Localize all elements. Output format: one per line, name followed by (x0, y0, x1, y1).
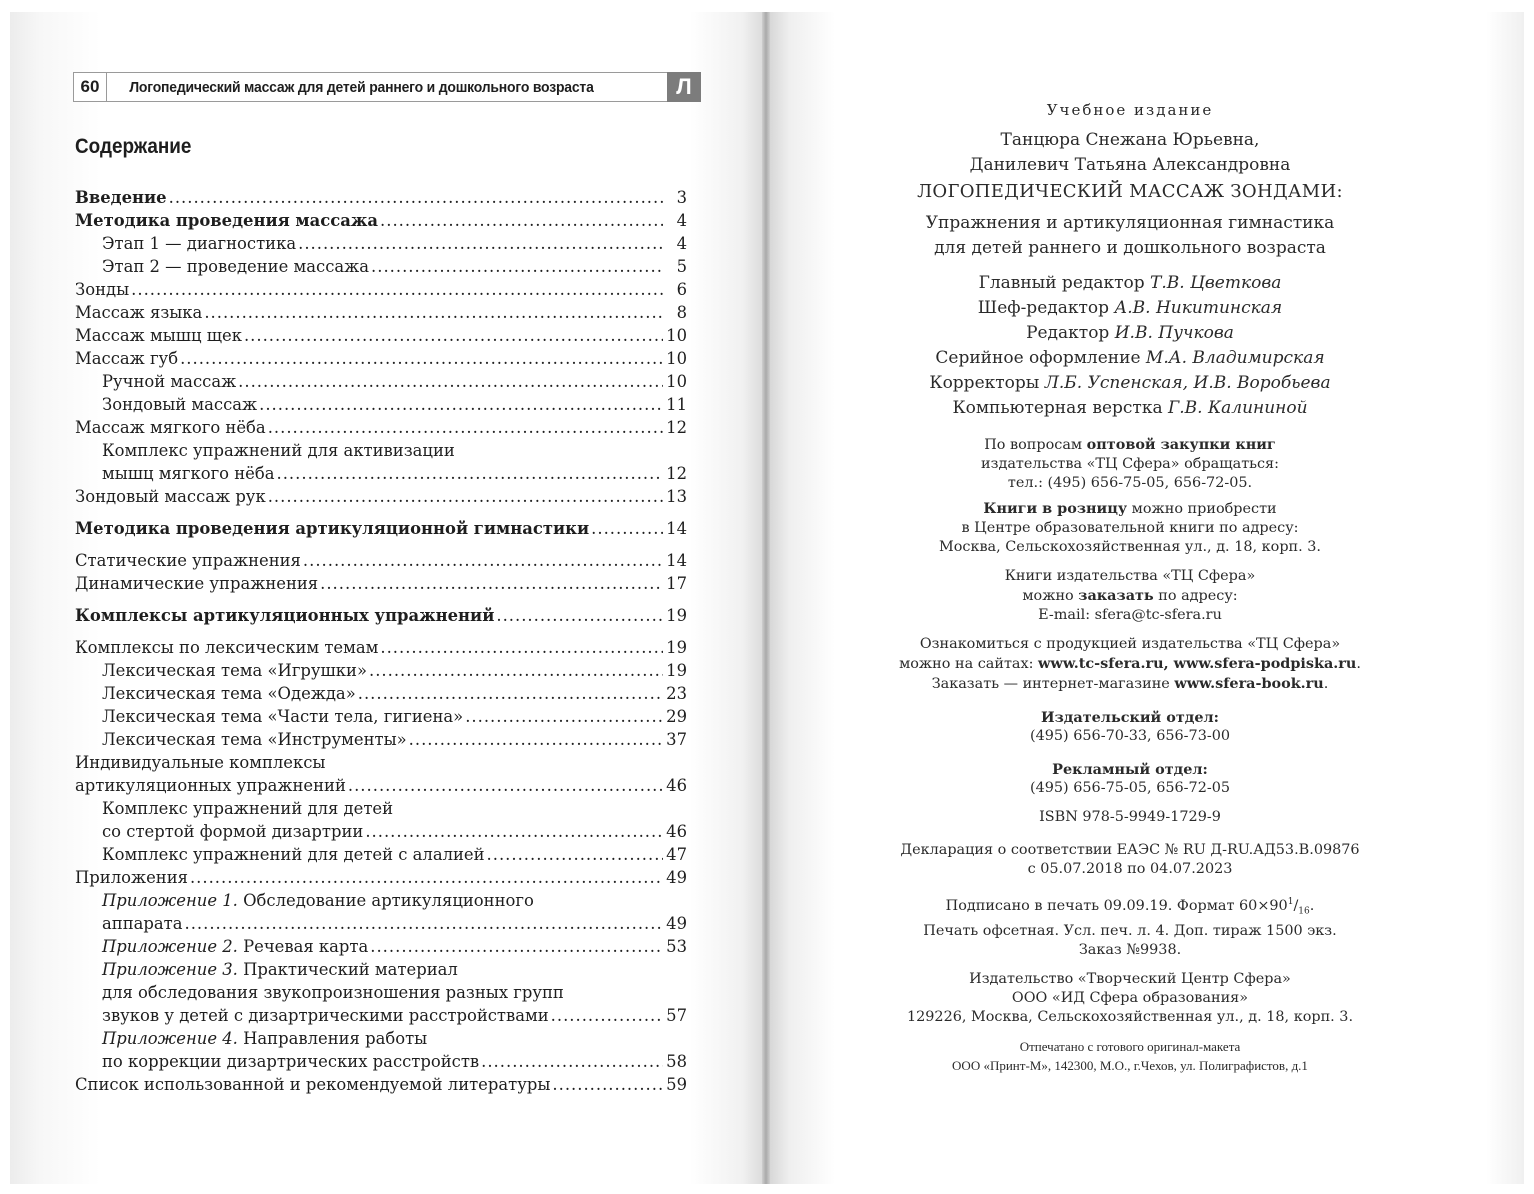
staff-role: Главный редактор (978, 273, 1145, 293)
toc-entry-label: Приложение 3. (102, 960, 238, 979)
staff-line (820, 371, 1440, 396)
web-line-1: Ознакомиться с продукцией издательства «ТЦ Сфера» (919, 636, 1341, 652)
toc-entry-page: 13 (666, 487, 687, 506)
toc-entry (75, 1027, 687, 1050)
imprint-block (820, 98, 1440, 1075)
toc-entry-text: Введение (75, 188, 167, 207)
toc-entry-text: Комплексы артикуляционных упражнений (75, 606, 495, 625)
toc-leader (185, 912, 664, 935)
toc-entry (75, 232, 687, 255)
toc-entry-text: Лексическая тема «Игрушки» (102, 661, 367, 680)
toc-leader (365, 820, 663, 843)
toc-entry-text (102, 958, 458, 981)
staff-line (820, 396, 1440, 421)
toc-leader (551, 1004, 663, 1027)
toc-leader (244, 324, 663, 347)
toc-entry-page: 10 (666, 372, 687, 391)
toc-entry-text: Методика проведения артикуляционной гимнастики (75, 519, 590, 538)
toc-entry-text: Лексическая тема «Инструменты» (102, 730, 407, 749)
toc-entry-text (102, 935, 368, 958)
toc-entry (75, 912, 687, 935)
toc-entry-text: со стертой формой дизартрии (102, 822, 364, 841)
toc-entry-page: 19 (666, 638, 687, 657)
toc-entry-page: 10 (666, 326, 687, 345)
toc-leader (370, 935, 663, 958)
wholesale-emphasis: оптовой закупки книг (1086, 436, 1276, 453)
toc-entry-text: Массаж губ (75, 349, 179, 368)
toc-leader (481, 1050, 663, 1073)
toc-entry-text: Комплекс упражнений для детей (102, 799, 394, 818)
staff-list (820, 271, 1440, 421)
print-line-1 (820, 893, 1440, 922)
toc-entry (75, 604, 687, 627)
toc-entry (75, 278, 687, 301)
toc-leader (552, 1073, 663, 1096)
publisher-line-2: ООО «ИД Сфера образования» (1011, 989, 1249, 1006)
declaration (820, 841, 1440, 879)
publisher-address: 129226, Москва, Сельскохозяйственная ул., д. 18, корп. 3. (906, 1008, 1354, 1025)
toc-entry-text: для обследования звукопроизношения разных групп (102, 983, 564, 1002)
web-text: . (1356, 656, 1361, 672)
toc-entry-text: Лексическая тема «Части тела, гигиена» (102, 707, 464, 726)
print-details (820, 893, 1440, 960)
web-info (820, 635, 1440, 694)
toc-entry (75, 370, 687, 393)
toc-entry-text: Список использованной и рекомендуемой литературы (75, 1075, 551, 1094)
toc-entry-page: 53 (666, 937, 687, 956)
toc-entry-text: Этап 2 — проведение массажа (102, 257, 370, 276)
toc-entry-label: Приложение 2. (102, 937, 238, 956)
declaration-line-1: Декларация о соответствии ЕАЭС № RU Д-RU.АД53.В.09876 (900, 842, 1360, 858)
toc-entry-page: 57 (666, 1006, 687, 1025)
toc-entry-text: Лексическая тема «Одежда» (102, 684, 356, 703)
toc-entry-page: 12 (666, 418, 687, 437)
staff-line (820, 346, 1440, 371)
toc-entry-text: Методика проведения массажа (75, 211, 379, 230)
order-emphasis: заказать (1078, 587, 1154, 604)
author-2: Данилевич Татьяна Александровна (969, 155, 1291, 175)
ad-dept-phones: (495) 656-75-05, 656-72-05 (1029, 780, 1231, 796)
web-sites: www.tc-sfera.ru, www.sfera-podpiska.ru (1038, 655, 1357, 672)
staff-line (820, 296, 1440, 321)
page-number: 60 (74, 73, 107, 101)
toc-entry (75, 981, 687, 1004)
print-line-3: Заказ №9938. (1078, 941, 1182, 958)
format-denominator: 16 (1298, 906, 1310, 917)
staff-line (820, 271, 1440, 296)
web-line-3 (820, 674, 1440, 694)
toc-entry-page: 19 (666, 661, 687, 680)
toc-entry-page: 14 (666, 519, 687, 538)
toc-leader (277, 462, 663, 485)
toc-entry-text: Ручной массаж (102, 372, 237, 391)
isbn: ISBN 978-5-9949-1729-9 (1039, 809, 1221, 825)
print-line-2: Печать офсетная. Усл. печ. л. 4. Доп. тираж 1500 экз. (923, 922, 1337, 939)
toc-entry (75, 347, 687, 370)
toc-leader (369, 659, 663, 682)
toc-entry-text: Комплексы по лексическим темам (75, 638, 379, 657)
format-numerator: 1 (1287, 897, 1294, 907)
toc-entry-page: 14 (666, 551, 687, 570)
publishing-dept-label: Издательский отдел: (1041, 709, 1219, 726)
toc-entry (75, 485, 687, 508)
toc-leader (465, 705, 663, 728)
toc-entry-text: Массаж мышц щек (75, 326, 242, 345)
publishing-dept (820, 708, 1440, 746)
ad-dept-label: Рекламный отдел: (1052, 761, 1208, 778)
toc-entry-text: Зондовый массаж рук (75, 487, 266, 506)
staff-name: Г.В. Калининой (1168, 398, 1308, 418)
toc-entry-text (102, 1027, 427, 1050)
toc-leader (268, 485, 663, 508)
toc-entry-text: Зондовый массаж (102, 395, 258, 414)
book-title: ЛОГОПЕДИЧЕСКИЙ МАССАЖ ЗОНДАМИ: (917, 181, 1343, 202)
author-1: Танцюра Снежана Юрьевна, (1000, 130, 1260, 150)
wholesale-line-2: издательства «ТЦ Сфера» обращаться: (981, 456, 1279, 472)
toc-entry-text (102, 889, 534, 912)
toc-leader (131, 278, 663, 301)
toc-entry-page: 10 (666, 349, 687, 368)
running-header-title: Логопедический массаж для детей раннего и дошкольного возраста (129, 78, 594, 96)
toc-entry-page: 19 (666, 606, 687, 625)
toc-entry-text: по коррекции дизартрических расстройств (102, 1052, 480, 1071)
toc-entry-page: 29 (666, 707, 687, 726)
toc-leader (348, 774, 663, 797)
retail-emphasis: Книги в розницу (983, 500, 1128, 517)
toc-entry (75, 889, 687, 912)
toc-entry (75, 209, 687, 232)
print-format-end: . (1309, 897, 1315, 914)
toc-entry-label: Приложение 1. (102, 891, 238, 910)
staff-name: А.В. Никитинская (1114, 298, 1283, 318)
toc-entry-page: 49 (666, 914, 687, 933)
toc-entry-page: 4 (676, 211, 687, 230)
staff-role: Серийное оформление (935, 348, 1141, 368)
toc-entry (75, 462, 687, 485)
toc-entry-page: 59 (666, 1075, 687, 1094)
toc-entry (75, 682, 687, 705)
toc-entry (75, 935, 687, 958)
toc-entry (75, 1073, 687, 1096)
toc-entry (75, 549, 687, 572)
toc-entry (75, 751, 687, 774)
toc-leader (358, 682, 663, 705)
wholesale-phones: тел.: (495) 656-75-05, 656-72-05. (1007, 475, 1253, 491)
web-line-2 (820, 654, 1440, 674)
toc-leader (238, 370, 663, 393)
book-subtitle-1: Упражнения и артикуляционная гимнастика (925, 213, 1335, 233)
retail-info (820, 499, 1440, 557)
declaration-line-2: с 05.07.2018 по 04.07.2023 (1027, 861, 1233, 877)
toc-entry-page: 23 (666, 684, 687, 703)
toc-entry (75, 572, 687, 595)
toc-entry-text: Массаж мягкого нёба (75, 418, 266, 437)
staff-role: Шеф-редактор (977, 298, 1109, 318)
toc-entry-page: 46 (666, 776, 687, 795)
retail-address: Москва, Сельскохозяйственная ул., д. 18, корп. 3. (939, 539, 1321, 555)
toc-leader (298, 232, 663, 255)
printer-line-1: Отпечатано с готового оригинал-макета (1019, 1038, 1241, 1054)
staff-name: И.В. Пучкова (1114, 323, 1234, 343)
toc-entry (75, 958, 687, 981)
print-format: Подписано в печать 09.09.19. Формат 60×90 (945, 897, 1288, 914)
toc-leader (487, 843, 663, 866)
staff-name: Т.В. Цветкова (1150, 273, 1282, 293)
web-text: Заказать — интернет-магазине (931, 676, 1175, 692)
retail-text: можно приобрести (1127, 501, 1277, 517)
publishing-dept-phones: (495) 656-70-33, 656-73-00 (1029, 728, 1231, 744)
toc-leader (409, 728, 663, 751)
toc-entry (75, 797, 687, 820)
toc-entry (75, 393, 687, 416)
toc-entry-text: Приложения (75, 868, 188, 887)
order-line-2 (820, 586, 1440, 606)
retail-line-2: в Центре образовательной книги по адресу: (961, 520, 1299, 536)
wholesale-info (820, 435, 1440, 493)
order-info (820, 567, 1440, 625)
format-separator: / (1293, 897, 1299, 914)
toc-entry-page: 47 (666, 845, 687, 864)
toc-entry-text: артикуляционных упражнений (75, 776, 346, 795)
toc-entry-page: 6 (676, 280, 687, 299)
toc-entry (75, 820, 687, 843)
printer-line-2: ООО «Принт-М», 142300, М.О., г.Чехов, ул. Полиграфистов, д.1 (952, 1057, 1308, 1073)
toc-entry-page: 46 (666, 822, 687, 841)
toc-heading: Содержание (75, 135, 192, 158)
toc-entry-text: Комплекс упражнений для активизации (102, 441, 455, 460)
toc-entry-page: 11 (666, 395, 687, 414)
toc-leader (180, 347, 663, 370)
toc-entry-label: Приложение 4. (102, 1029, 238, 1048)
toc-entry-text: звуков у детей с дизартрическими расстройствами (102, 1006, 549, 1025)
staff-name: Л.Б. Успенская, И.В. Воробьева (1044, 373, 1331, 393)
toc-leader (380, 636, 663, 659)
toc-leader (380, 209, 663, 232)
toc-entry (75, 416, 687, 439)
toc-leader (303, 549, 663, 572)
toc-leader (320, 572, 663, 595)
toc-leader (190, 866, 663, 889)
toc-leader (259, 393, 663, 416)
section-tab: Л (667, 72, 701, 102)
toc-entry (75, 1004, 687, 1027)
toc-leader (496, 604, 663, 627)
ad-dept (820, 760, 1440, 798)
web-text: . (1323, 676, 1329, 692)
toc-entry (75, 186, 687, 209)
order-line-1: Книги издательства «ТЦ Сфера» (1004, 568, 1256, 584)
toc-entry (75, 1050, 687, 1073)
wholesale-text: По вопросам (984, 437, 1087, 453)
publisher-info (820, 970, 1440, 1027)
toc-entry (75, 728, 687, 751)
toc-entry-page: 17 (666, 574, 687, 593)
staff-name: М.А. Владимирская (1145, 348, 1325, 368)
toc-entry (75, 843, 687, 866)
toc-leader (591, 517, 663, 540)
toc-entry-title: Речевая карта (237, 937, 369, 956)
toc-entry-text: мышц мягкого нёба (102, 464, 275, 483)
book-gutter (762, 12, 770, 1184)
toc-entry (75, 774, 687, 797)
staff-role: Компьютерная верстка (952, 398, 1163, 418)
toc-entry-text: Зонды (75, 280, 130, 299)
staff-line (820, 321, 1440, 346)
toc-entry (75, 301, 687, 324)
toc-entry-text: Статические упражнения (75, 551, 301, 570)
toc-entry-page: 8 (676, 303, 687, 322)
toc-leader (204, 301, 663, 324)
order-text: по адресу: (1153, 588, 1238, 604)
toc-entry-text: Динамические упражнения (75, 574, 319, 593)
wholesale-line-1 (820, 435, 1440, 455)
toc-entry (75, 636, 687, 659)
toc-entry (75, 705, 687, 728)
staff-role: Редактор (1026, 323, 1110, 343)
toc-entry-text: Индивидуальные комплексы (75, 753, 326, 772)
toc-leader (371, 255, 663, 278)
toc-entry-page: 58 (666, 1052, 687, 1071)
toc-entry-page: 12 (666, 464, 687, 483)
order-email: E-mail: sfera@tc-sfera.ru (1038, 607, 1222, 623)
toc-entry-text: аппарата (102, 914, 183, 933)
toc-leader (169, 186, 663, 209)
web-text: можно на сайтах: (899, 656, 1039, 672)
toc-entry (75, 439, 687, 462)
toc-entry (75, 659, 687, 682)
toc-entry-page: 3 (676, 188, 687, 207)
toc-entry-page: 5 (676, 257, 687, 276)
toc-entry-page: 37 (666, 730, 687, 749)
toc-entry-text: Этап 1 — диагностика (102, 234, 297, 253)
toc-entry-page: 49 (666, 868, 687, 887)
book-subtitle-2: для детей раннего и дошкольного возраста (934, 238, 1326, 258)
retail-line-1 (820, 499, 1440, 519)
toc-entry-title: Обследование артикуляционного (237, 891, 534, 910)
toc-entry-text: Комплекс упражнений для детей с алалией (102, 845, 485, 864)
toc-entry-title: Практический материал (237, 960, 458, 979)
toc-entry-title: Направления работы (237, 1029, 428, 1048)
toc-leader (268, 416, 663, 439)
toc-entry-text: Массаж языка (75, 303, 203, 322)
running-header (73, 72, 701, 102)
table-of-contents (75, 186, 687, 1096)
toc-entry (75, 255, 687, 278)
staff-role: Корректоры (929, 373, 1040, 393)
web-shop: www.sfera-book.ru (1174, 675, 1324, 692)
toc-entry (75, 324, 687, 347)
toc-entry (75, 517, 687, 540)
publisher-line-1: Издательство «Творческий Центр Сфера» (969, 970, 1291, 987)
toc-entry (75, 866, 687, 889)
printer-info (820, 1037, 1440, 1075)
order-text: можно (1022, 588, 1079, 604)
edition-type: Учебное издание (1046, 101, 1214, 119)
toc-entry-page: 4 (676, 234, 687, 253)
